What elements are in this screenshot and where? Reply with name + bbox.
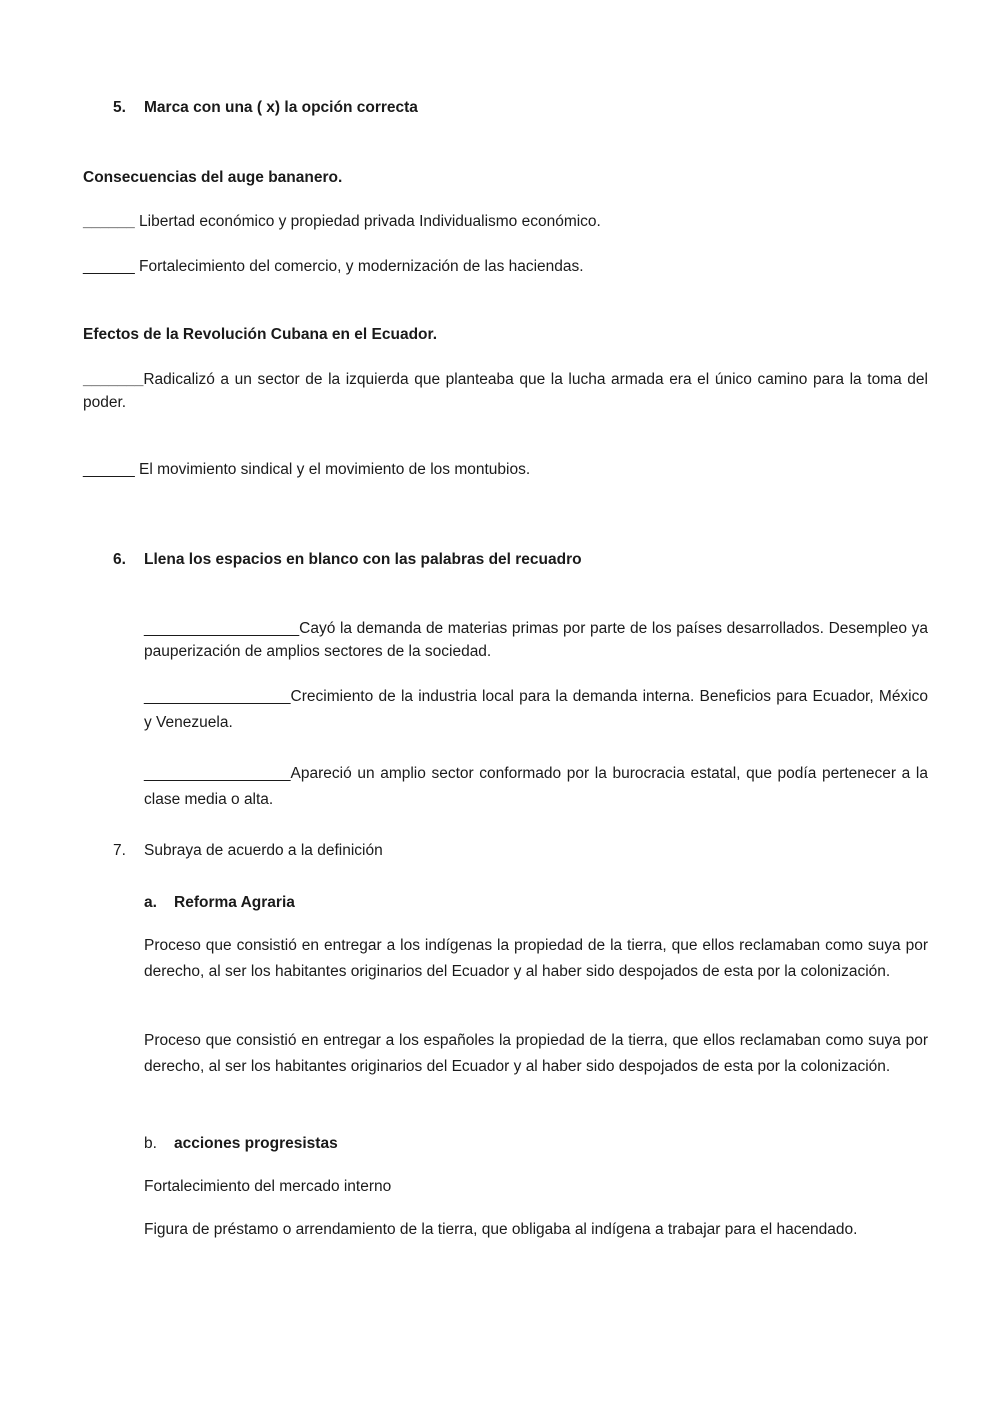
q7-part-a-option-1[interactable]: Proceso que consistió en entregar a los indígenas la propiedad de la tierra, que ellos reclamaban como suya por derecho, al ser los habitantes originarios del Ecuador y al haber sido despojados de esta por la colonización. (144, 937, 928, 980)
q7-part-a-letter: a. (144, 894, 157, 911)
answer-blank[interactable]: ______ (83, 213, 135, 230)
answer-blank[interactable]: ______ (83, 461, 135, 478)
q7-part-b-option-1[interactable]: Fortalecimiento del mercado interno (144, 1178, 392, 1195)
q7-part-b-option-2[interactable]: Figura de préstamo o arrendamiento de la tierra, que obligaba al indígena a trabajar para el hacendado. (144, 1221, 858, 1238)
q5-section-1-heading: Consecuencias del auge bananero. (83, 169, 343, 186)
q7-number: 7. (113, 842, 126, 859)
answer-blank[interactable]: _______ (83, 371, 144, 388)
q5-section-1-option-2 (83, 255, 928, 280)
q7-title-text: Subraya de acuerdo a la definición (144, 842, 383, 859)
item-text: Cayó la demanda de materias primas por parte de los países desarrollados. Desempleo ya pauperización de amplios sectores de la sociedad. (144, 620, 928, 660)
option-text: Radicalizó a un sector de la izquierda que planteaba que la lucha armada era el único camino para la toma del poder. (83, 371, 928, 411)
q5-section-1-option-1 (83, 210, 928, 235)
fill-blank[interactable]: _________________ (144, 688, 291, 705)
option-text: Libertad económico y propiedad privada Individualismo económico. (134, 213, 601, 230)
q7-part-a-option-2[interactable]: Proceso que consistió en entregar a los españoles la propiedad de la tierra, que ellos reclamaban como suya por derecho, al ser los habitantes originarios del Ecuador y al haber sido despojados de esta por la colonización. (144, 1032, 928, 1075)
q7-part-b-title: acciones progresistas (174, 1135, 338, 1152)
fill-blank[interactable]: __________________ (144, 620, 300, 637)
q7-part-b-heading (144, 1132, 928, 1157)
fill-blank[interactable]: _________________ (144, 765, 291, 782)
q5-section-2-option-1 (83, 368, 928, 414)
q7-part-a-title: Reforma Agraria (174, 894, 295, 911)
q5-section-2-option-2 (83, 458, 928, 483)
q5-title-text: Marca con una ( x) la opción correcta (144, 99, 418, 116)
option-text: Fortalecimiento del comercio, y modernización de las haciendas. (134, 258, 584, 275)
item-text: Apareció un amplio sector conformado por la burocracia estatal, que podía pertenecer a la clase media o alta. (144, 765, 928, 808)
q6-title-text: Llena los espacios en blanco con las palabras del recuadro (144, 551, 582, 568)
q5-section-2-heading: Efectos de la Revolución Cubana en el Ecuador. (83, 326, 438, 343)
q7-part-a-heading (144, 891, 928, 916)
q6-item-3 (144, 761, 928, 813)
q7-part-b-letter: b. (144, 1135, 157, 1152)
answer-blank[interactable]: ______ (83, 258, 135, 275)
q6-number: 6. (113, 551, 126, 568)
q6-item-1 (144, 617, 928, 663)
q5-number: 5. (113, 99, 126, 116)
item-text: Crecimiento de la industria local para la demanda interna. Beneficios para Ecuador, México y Venezuela. (144, 688, 928, 731)
q6-item-2 (144, 684, 928, 736)
option-text: El movimiento sindical y el movimiento de los montubios. (134, 461, 531, 478)
